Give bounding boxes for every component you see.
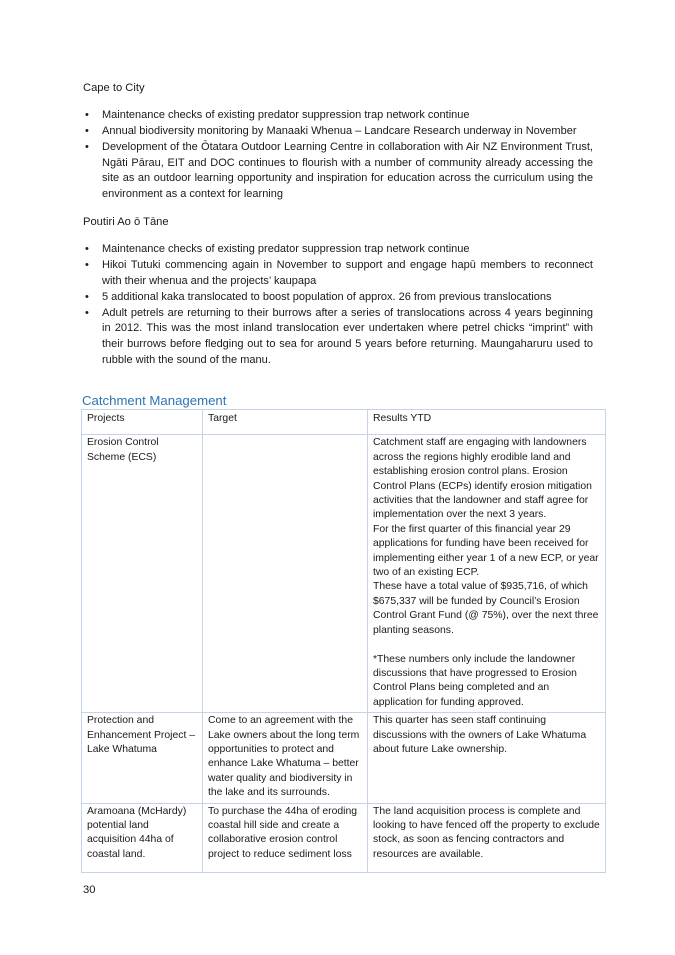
cell-text: Protection and Enhancement Project – Lake Whatuma [87,715,196,755]
table-header-row [82,410,606,435]
list-item: • Hikoi Tutuki commencing again in November to support and engage hapū members to reconnect with their whenua and the projects’ kaupapa [83,258,593,289]
cell-results [368,435,606,713]
table-row [82,803,606,873]
cell-text: Erosion Control Scheme (ECS) [87,437,159,463]
poutiri-bullet-list [83,242,593,369]
cape-to-city-bullet-list [83,108,593,203]
header-projects: Projects [82,410,203,435]
list-item: • Maintenance checks of existing predator suppression trap network continue [83,108,593,124]
cell-project [82,803,203,873]
list-item: • 5 additional kaka translocated to boost population of approx. 26 from previous translocations [83,290,593,306]
cell-text: This quarter has seen staff continuing discussions with the owners of Lake Whatuma about future Lake ownership. [373,715,587,755]
cell-text: To purchase the 44ha of eroding coastal hill side and create a collaborative erosion control project to reduce sediment loss [208,805,358,860]
page-number: 30 [83,884,96,896]
cell-results [368,713,606,803]
list-item: • Maintenance checks of existing predator suppression trap network continue [83,242,593,258]
cell-target [203,435,368,713]
section-title-poutiri: Poutiri Ao ō Tāne [83,216,169,228]
cell-project [82,435,203,713]
list-item: • Development of the Ōtatara Outdoor Learning Centre in collaboration with Air NZ Environment Trust, Ngāti Pārau, EIT and DOC continues to flourish with a number of community already accessing the site as an outdoor learning opportunity and inspiration for education across the curriculum using the environment as a context for learning [83,140,593,202]
header-target: Target [203,410,368,435]
cell-text: The land acquisition process is complete and looking to have fenced off the property to exclude stock, as soon as fencing contractors and resources are available. [373,805,600,860]
list-item: • Annual biodiversity monitoring by Manaaki Whenua – Landcare Research underway in November [83,124,593,140]
cell-target [203,713,368,803]
table-row [82,435,606,713]
table-row [82,713,606,803]
cell-results [368,803,606,873]
cell-text: Catchment staff are engaging with landowners across the regions highly erodible land and establishing erosion control plans. Erosion Control Plans (ECPs) identify erosion mitigation activities that the landowner and staff agree for implementation over the next 3 years. For the first quarter of this financial year 29 applications for funding have been received for implementing either year 1 of a new ECP, or year two of an existing ECP. These have a total value of $935,716, of which $675,337 will be funded by Council’s Erosion Control Grant Fund (@ 75%), over the next three planting seasons. *These numbers only include the landowner discussions that have progressed to Erosion Control Plans being completed and an application for funding approved. [373,437,599,708]
header-results: Results YTD [368,410,606,435]
cell-text: Come to an agreement with the Lake owners about the long term opportunities to protect and enhance Lake Whatuma – better water quality and biodiversity in the lake and its surrounds. [208,715,360,799]
cell-target [203,803,368,873]
cell-text: Aramoana (McHardy) potential land acquisition 44ha of coastal land. [87,805,187,860]
section-title-cape-to-city: Cape to City [83,82,145,94]
cell-project [82,713,203,803]
catchment-management-heading: Catchment Management [82,393,227,408]
list-item: • Adult petrels are returning to their burrows after a series of translocations across 4 years beginning in 2012. This was the most inland translocation ever undertaken where petrel chicks “imprint” with their burrows before fledging out to sea for around 5 years before returning. Maungaharuru used to rubble with the sound of the manu. [83,306,593,368]
catchment-table [81,409,606,873]
